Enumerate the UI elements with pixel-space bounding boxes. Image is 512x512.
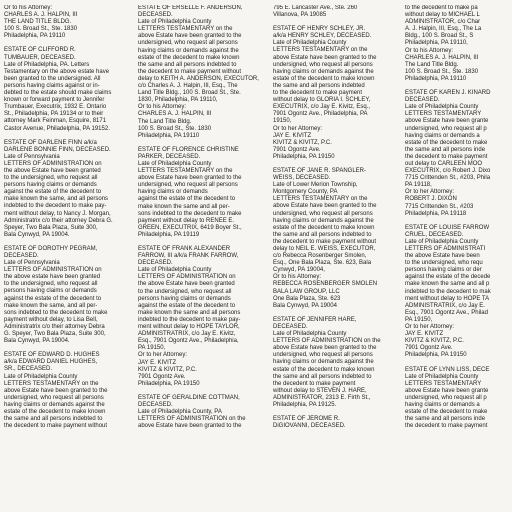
notice-text-line: Late of Pennsylvania xyxy=(4,260,60,267)
notice-heading-line: ESTATE OF HENRY SCHLEY, JR. xyxy=(273,26,366,33)
notice-text-line: Philadelphia, PA 19110 xyxy=(4,33,66,40)
notice-text-line: Or to her Attorney: xyxy=(405,324,455,331)
notice-text-line: LETTERS TESTAMENTARY xyxy=(405,111,482,118)
notice-text-line: LETTERS OF ADMINISTRATION on xyxy=(138,274,236,281)
notice-text-line: LETTERS TESTAMENTARY xyxy=(405,380,482,387)
estate-notice xyxy=(138,147,260,239)
notice-text-line: above Estate have been granted to the xyxy=(138,423,242,430)
notice-text-line: having claims or demands against the xyxy=(273,217,374,224)
notice-text-line: 100 S. Broad St., Ste. 1830 xyxy=(4,26,78,33)
notice-column-2 xyxy=(138,5,260,512)
notice-text-line: above Estate have been granted to the xyxy=(273,345,377,352)
notice-text-line: Late of Philadelphia, PA. Letters xyxy=(4,61,90,68)
notice-text-line: attorney Mark Feinman, Esquire, 8171 xyxy=(4,118,107,125)
estate-notice xyxy=(4,140,127,239)
notice-text-line: JAY E. KIVITZ xyxy=(273,132,312,139)
notice-text-line: estate of the decedent to make known xyxy=(273,224,375,231)
notice-text-line: undersigned, who request all p xyxy=(405,394,487,401)
notice-heading-line: to the decedent to make pa xyxy=(405,5,478,11)
notice-text-line: CHARLES A. J. HALPIN, III xyxy=(405,54,479,61)
notice-text-line: Land Title Bldg., 100 S. Broad St., Ste. xyxy=(138,90,241,97)
notice-text-line: ment without delay to HOPE TA xyxy=(405,295,490,302)
notice-heading-line: ESTATE OF JENNIFER HARE, xyxy=(273,316,357,323)
notice-text-line: persons having claims against or in- xyxy=(4,82,100,89)
notice-text-line: Philadelphia, PA 19110 xyxy=(405,75,467,82)
notice-text-line: having claims or demands against the xyxy=(138,47,239,54)
notice-text-line: the decedent to make payment without xyxy=(138,68,242,75)
notice-text-line: LETTERS OF ADMINISTRATION on xyxy=(4,160,102,167)
notice-text-line: FARROW, III a/k/a FRANK FARROW, xyxy=(138,253,239,260)
notice-text-line: the above Estate have been granted xyxy=(138,281,235,288)
notice-text-line: LETTERS TESTAMENTARY on the xyxy=(4,380,99,387)
notice-text-line: sons indebted to the decedent to make xyxy=(4,309,108,316)
notice-text-line: Or to his Attorney: xyxy=(405,47,454,54)
notice-text-line: Or to her Attorney: xyxy=(138,352,188,359)
notice-heading-line: Or to his Attorney: xyxy=(4,5,53,11)
notice-text-line: Speyer, Two Bala Plaza, Suite 300, xyxy=(4,224,98,231)
notice-text-line: Late of Philadelphia County xyxy=(405,104,479,111)
notice-text-line: make known the same, and all persons xyxy=(4,196,109,203)
notice-text-line: having claims or demands a xyxy=(405,401,480,408)
notice-text-line: DECEASED. xyxy=(405,97,440,104)
notice-text-line: the above Estate have been xyxy=(405,253,480,260)
notice-text-line: LETTERS TESTAMENTARY on the xyxy=(273,47,368,54)
notice-text-line: payment without delay, to Lisa Bell, xyxy=(4,316,98,323)
estate-notice xyxy=(4,5,127,40)
notice-text-line: the same and all persons inde xyxy=(405,416,486,423)
notice-text-line: make known the same, and all per- xyxy=(4,302,98,309)
notice-text-line: 7715 Crittenden St., #203, Phila xyxy=(405,175,491,182)
notice-text-line: without delay to STEVEN J. HARE, xyxy=(273,387,367,394)
notice-heading-line: ESTATE OF FLORENCE CHRISTINE xyxy=(138,146,239,153)
notice-text-line: the decedent to make payment without xyxy=(4,423,108,430)
estate-notice xyxy=(273,5,394,19)
notice-heading-line: ESTATE OF DOROTHY PEGRAM, xyxy=(4,245,98,252)
notice-text-line: make known the same and all persons xyxy=(138,309,241,316)
notice-text-line: estate of the decedent to make known xyxy=(4,408,106,415)
estate-notice xyxy=(405,367,512,431)
notice-text-line: ROBERT J. DIXON xyxy=(405,196,457,203)
notice-text-line: Esq., 7901 Ogontz Ave., Philadelphia, xyxy=(138,338,239,345)
notice-text-line: Esq., 7901 Ogontz Ave., Philad xyxy=(405,309,488,316)
notice-text-line: having claims or demands against the xyxy=(273,68,374,75)
notice-text-line: the decedent to make payment xyxy=(405,423,488,430)
notice-text-line: persons having claims or demands xyxy=(4,288,97,295)
notice-text-line: 19150, xyxy=(273,118,292,125)
notice-text-line: ADMINISTRATRIX, c/o Jay E. Kivitz, xyxy=(138,331,236,338)
notice-text-line: Philadelphia, PA 19110, xyxy=(405,40,468,47)
notice-text-line: LETTERS OF ADMINISTRATI xyxy=(405,246,486,252)
notice-text-line: known or forward payment to Jennifer xyxy=(4,97,105,104)
notice-text-line: above Estate have been granted to the xyxy=(138,175,242,182)
notice-heading-line: ESTATE OF ERSELLE F. ANDERSON, xyxy=(138,5,243,11)
notice-text-line: KIVITZ & KIVITZ, P.C. xyxy=(273,139,332,146)
notice-text-line: undersigned, who request all p xyxy=(405,125,487,132)
notice-text-line: Late of Philadelphia County xyxy=(138,19,212,26)
notice-text-line: debted to the estate should make claims xyxy=(4,90,112,97)
notice-text-line: above Estate have been granted to the xyxy=(273,54,377,61)
notice-text-line: 7901 Ogontz Ave. xyxy=(405,345,453,352)
notice-text-line: to the undersigned, who requ xyxy=(405,260,483,267)
notice-text-line: undersigned, who request all persons xyxy=(273,210,373,217)
notice-text-line: ADMINISTRATOR, 2313 E. Firth St., xyxy=(273,394,371,401)
notice-text-line: Bldg., 100 S. Broad St., S xyxy=(405,33,474,40)
notice-heading-line: ESTATE OF DARLENE FINN a/k/a xyxy=(4,139,97,146)
notice-text-line: having claims or demands against the xyxy=(4,401,105,408)
notice-text-line: Late of Philadelphia County xyxy=(405,373,479,380)
notice-column-1 xyxy=(4,5,127,512)
estate-notice xyxy=(138,5,260,140)
notice-text-line: Philadelphia, PA 19150 xyxy=(405,352,467,359)
notice-text-line: Administratrix c/o their attorney Debra xyxy=(4,323,105,330)
estate-notice xyxy=(405,5,512,83)
notice-text-line: DECEASED. xyxy=(138,260,173,267)
notice-text-line: Trumbauer, Executrix, 1932 E. Ontario xyxy=(4,104,107,111)
notice-text-line: Late of Philadelphia County xyxy=(273,40,347,47)
notice-text-line: the same and all persons inde xyxy=(405,146,486,153)
notice-text-line: against the estate of the decedent to xyxy=(4,295,102,302)
notice-text-line: make known the same and all p xyxy=(405,281,490,288)
notice-text-line: JAY E. KIVITZ xyxy=(405,331,444,338)
notice-text-line: Philadelphia, PA 19150 xyxy=(273,153,335,160)
notice-heading-line: ESTATE OF GERALDINE COTTMAN, xyxy=(138,394,240,401)
notice-text-line: Or to his Attorney: xyxy=(138,104,187,111)
notice-heading-line: 795 E. Lancaster Ave., Ste. 260 xyxy=(273,5,358,11)
notice-text-line: BALA LAW GROUP, LLC xyxy=(273,288,340,295)
notice-text-line: the above Estate have been granted xyxy=(4,167,101,174)
notice-heading-line: ESTATE OF CLIFFORD R. xyxy=(4,47,76,54)
notice-text-line: persons having claims or demands xyxy=(138,295,231,302)
notice-text-line: Bala Cynwyd, PA 19004 xyxy=(273,302,337,309)
notice-text-line: PA 19118, xyxy=(405,182,432,189)
notice-text-line: the same and all persons indebted to xyxy=(273,373,372,380)
notice-text-line: ADMINISTRATOR, c/o Char xyxy=(405,19,481,26)
notice-text-line: Esq., One Bala Plaza, Ste. 623, Bala xyxy=(273,260,372,267)
notice-text-line: against the estate of the decedent to xyxy=(4,189,102,196)
estate-notice xyxy=(405,225,512,360)
notice-text-line: SR., DECEASED. xyxy=(4,366,53,373)
estate-notice xyxy=(273,26,394,161)
notice-text-line: a/k/a EDWARD DANIEL HUGHES, xyxy=(4,359,98,366)
notice-text-line: 7901 Ogontz Ave., Philadelphia, PA xyxy=(273,111,368,118)
notice-text-line: the decedent to make payment xyxy=(405,153,488,160)
notice-text-line: undersigned, who request all persons xyxy=(4,394,104,401)
notice-text-line: TUMBAUER, DECEASED. xyxy=(4,54,76,61)
notice-text-line: to the undersigned, who request all xyxy=(4,281,98,288)
notice-text-line: having claims or demands against the xyxy=(273,359,374,366)
notice-text-line: without delay to MICHAEL L xyxy=(405,12,480,19)
notice-text-line: to the undersigned, who request all xyxy=(4,175,98,182)
notice-text-line: Philadelphia, PA 19125. xyxy=(273,401,337,408)
notice-text-line: estate of the decedent to make xyxy=(405,409,488,416)
notice-text-line: CHARLES A. J. HALPIN, III xyxy=(138,111,212,118)
notice-text-line: Bala Cynwyd, PA 19004. xyxy=(4,338,70,345)
notice-text-line: A. J. Halpin, III, Esq., The La xyxy=(405,26,482,33)
notice-text-line: indebted to the decedent to mak xyxy=(405,288,491,295)
notice-text-line: Administratrix c/o their attorney Debra G. xyxy=(4,217,113,224)
notice-text-line: estate of the decedent to make known xyxy=(273,75,375,82)
notice-text-line: THE LAND TITLE BLDG. xyxy=(4,19,72,26)
notice-text-line: ment without delay to HOPE TAYLOR, xyxy=(138,324,240,331)
notice-text-line: PA 19150, xyxy=(405,316,433,323)
notice-text-line: estate of the decedent to make known xyxy=(273,366,375,373)
notice-text-line: 100 S. Broad St., Ste. 1830 xyxy=(138,125,212,132)
notice-text-line: above Estate have been granted to the xyxy=(4,387,108,394)
notice-text-line: Cynwyd, PA 19004, xyxy=(273,267,325,274)
notice-text-line: the above estate have been granted xyxy=(4,274,101,281)
notice-text-line: Bala Cynwyd, PA 19004. xyxy=(4,231,70,238)
notice-text-line: Late of Philadelphia County xyxy=(138,267,212,274)
notice-text-line: undersigned, who request all persons xyxy=(273,352,373,359)
notice-heading-line: ESTATE OF KAREN J. KINARD xyxy=(405,90,491,97)
notice-text-line: DECEASED. xyxy=(273,323,308,330)
notice-text-line: DECEASED. xyxy=(4,253,39,259)
notice-text-line: 7901 Ogontz Ave. xyxy=(273,146,321,153)
notice-text-line: One Bala Plaza, Ste. 623 xyxy=(273,295,341,302)
notice-text-line: GREEN, EXECUTRIX, 6419 Boyer St., xyxy=(138,224,242,231)
notice-text-line: The Land Title Bldg. xyxy=(405,61,459,68)
notice-text-line: 7901 Ogontz Ave. xyxy=(138,373,186,380)
notice-text-line: KIVITZ & KIVITZ, P.C. xyxy=(405,338,464,345)
notice-text-line: ment without delay, to Nancy J. Morgan, xyxy=(4,210,111,217)
notice-text-line: against the estate of the decedent to xyxy=(138,196,236,203)
notice-text-line: the same and all persons indebted to xyxy=(4,416,103,423)
notice-text-line: above Estate have been grante xyxy=(405,118,489,125)
notice-text-line: REBECCA ROSENBERGER SMOLEN xyxy=(273,281,378,288)
notice-text-line: indebted to the decedent to make pay- xyxy=(4,203,107,210)
notice-heading-line: ESTATE OF JANE R. SPANGLER- xyxy=(273,167,367,174)
notice-text-line: undersigned, who request all persons xyxy=(138,182,238,189)
notice-text-line: the same and all persons indebted to xyxy=(138,61,237,68)
notice-text-line: payment without delay to RENEE E. xyxy=(138,217,235,224)
notice-text-line: 7715 Crittenden St., #203 xyxy=(405,203,474,210)
notice-heading-line: ESTATE OF JEROME R. xyxy=(273,416,340,423)
notice-column-3 xyxy=(273,5,394,512)
notice-text-line: estate of the decedent to make xyxy=(405,139,488,146)
notice-text-line: PARKER, DECEASED. xyxy=(138,153,201,160)
notice-text-line: DiGIOVANNI, DECEASED. xyxy=(273,423,346,430)
notice-text-line: against the estate of the decedent to xyxy=(138,302,236,309)
estate-notice xyxy=(138,395,260,430)
notice-text-line: JAY E. KIVITZ xyxy=(138,359,177,366)
notice-text-line: Late of Pennsylvania xyxy=(4,153,60,160)
notice-text-line: KIVITZ & KIVITZ, P.C. xyxy=(138,366,197,373)
notice-heading-line: ESTATE OF EDWARD D. HUGHES xyxy=(4,352,100,359)
notice-text-line: Late of Philadelphia County xyxy=(405,238,479,245)
estate-notice xyxy=(405,90,512,218)
notice-text-line: without delay to GLORIA I. SCHLEY, xyxy=(273,97,371,104)
notice-text-line: St., Philadelphia, PA 19134 or to their xyxy=(4,111,104,118)
notice-text-line: CHARLES A. J. HALPIN, III xyxy=(4,12,78,19)
estate-notice xyxy=(4,352,127,430)
notice-text-line: persons having claims or der xyxy=(405,267,482,274)
notice-text-line: Late of Philadelphia County xyxy=(273,331,347,338)
notice-text-line: above Estate have been granted to the xyxy=(138,33,242,40)
notice-text-line: ADMINISTRATRIX, c/o Jay E. xyxy=(405,302,485,309)
notice-text-line: 1830, Philadelphia, PA 19110, xyxy=(138,97,218,104)
notice-text-line: undersigned, who request all persons xyxy=(273,61,373,68)
notice-text-line: The Land Title Bldg. xyxy=(138,118,192,125)
notice-text-line: Philadelphia, PA 19150 xyxy=(138,380,200,387)
notice-text-line: Or to her Attorney: xyxy=(405,189,455,196)
notice-text-line: Late of Philadelphia County xyxy=(4,373,78,380)
notice-text-line: LETTERS OF ADMINISTRATION on xyxy=(4,267,102,274)
notice-text-line: LETTERS OF ADMINISTRATION on the xyxy=(273,338,381,345)
notice-text-line: estate of the decedent to make known xyxy=(138,54,240,61)
notice-text-line: delay to KEITH A. ANDERSON, EXECUTOR, xyxy=(138,75,259,82)
notice-text-line: LETTERS OF ADMINISTRATION on the xyxy=(138,416,246,423)
notice-text-line: DECEASED. xyxy=(138,12,173,19)
notice-text-line: make known the same and all per- xyxy=(138,203,230,210)
notice-text-line: Philadelphia, PA 19118 xyxy=(405,210,467,217)
notice-text-line: Late of Philadelphia County, PA xyxy=(138,409,222,416)
notice-text-line: delay to NEIL E. WEISS, EXECUTOR, xyxy=(273,246,376,252)
notice-text-line: LETTERS TESTAMENTARY on the xyxy=(138,168,233,175)
notice-text-line: Or to her Attorney: xyxy=(273,125,323,132)
notice-text-line: to the undersigned, who request all xyxy=(138,288,232,295)
notice-text-line: the decedent to make payment without xyxy=(273,238,377,245)
notice-text-line: EXECUTRIX, c/o Jay E. Kivitz, Esq., xyxy=(273,104,371,111)
notice-text-line: sons indebted to the decedent to make xyxy=(138,210,242,217)
notice-text-line: WEISS, DECEASED. xyxy=(273,175,331,182)
notice-text-line: LETTERS TESTAMENTARY on the xyxy=(273,196,368,203)
notice-text-line: c/o Charles A. J. Halpin, III, Esq., The xyxy=(138,83,238,90)
notice-text-line: Late of Lower Merion Township, xyxy=(273,182,358,189)
notice-text-line: LETTERS TESTAMENTARY on the xyxy=(138,26,233,33)
notice-text-line: out delay to CARLEEN MOO xyxy=(405,160,483,167)
notice-text-line: Castor Avenue, Philadelphia, PA 19152. xyxy=(4,125,110,132)
notice-text-line: the same and all persons indebted xyxy=(273,82,365,89)
notice-column-4 xyxy=(405,5,512,512)
notice-text-line: Montgomery County, PA xyxy=(273,189,338,196)
notice-text-line: against the estate of the decede xyxy=(405,274,491,281)
notice-text-line: DECEASED. xyxy=(138,401,173,408)
notice-text-line: DARLENE BONNIE FINN, DECEASED. xyxy=(4,146,111,153)
notice-text-line: been granted to the undersigned. All xyxy=(4,75,101,82)
notice-text-line: G. Speyer, Two Bala Plaza, Suite 300, xyxy=(4,331,106,338)
notice-text-line: a/k/a HENRY SCHLEY, DECEASED. xyxy=(273,33,372,40)
notice-text-line: above Estate have been granted to the xyxy=(273,203,377,210)
notice-text-line: Villanova, PA 19085 xyxy=(273,12,327,19)
notice-text-line: Late of Philadelphia County xyxy=(138,160,212,167)
notice-text-line: PA 19150, xyxy=(138,345,166,352)
notice-text-line: Philadelphia, PA 19110 xyxy=(138,132,200,139)
notice-text-line: persons having claims or demands xyxy=(4,182,97,189)
notice-text-line: CRUEL, DECEASED. xyxy=(405,231,464,238)
estate-notice xyxy=(138,246,260,388)
estate-notice xyxy=(4,246,127,345)
notice-heading-line: ESTATE OF FRANK ALEXANDER xyxy=(138,246,231,252)
notice-text-line: to the decedent to make payment xyxy=(273,90,363,97)
notice-text-line: Testamentary on the above estate have xyxy=(4,68,110,75)
notice-text-line: Philadelphia, PA 19119 xyxy=(138,231,200,238)
notice-text-line: c/o Rebecca Rosenberger Smolen, xyxy=(273,253,367,260)
estate-notice xyxy=(273,416,394,430)
notice-text-line: the same and all persons indebted to xyxy=(273,231,372,238)
estate-notice xyxy=(273,317,394,409)
notice-heading-line: ESTATE OF LOUISE FARROW xyxy=(405,224,490,231)
estate-notice xyxy=(273,168,394,310)
notice-text-line: indebted to the decedent to make pay- xyxy=(138,316,241,323)
notice-text-line: the decedent to make payment xyxy=(273,380,356,387)
notice-text-line: EXECUTRIX, c/o Robert J. Dixo xyxy=(405,168,491,175)
estate-notice xyxy=(4,47,127,132)
notice-text-line: Or to his Attorney: xyxy=(273,274,322,281)
notice-heading-line: ESTATE OF LYNN LISS, DECE xyxy=(405,366,490,373)
notice-text-line: having claims or demands a xyxy=(405,132,480,139)
notice-text-line: 100 S. Broad St., Ste. 1830 xyxy=(405,68,479,75)
notice-text-line: having claims or demands xyxy=(138,189,208,196)
notice-text-line: undersigned, who request all persons xyxy=(138,40,238,47)
notice-text-line: above Estate have been grante xyxy=(405,387,489,394)
